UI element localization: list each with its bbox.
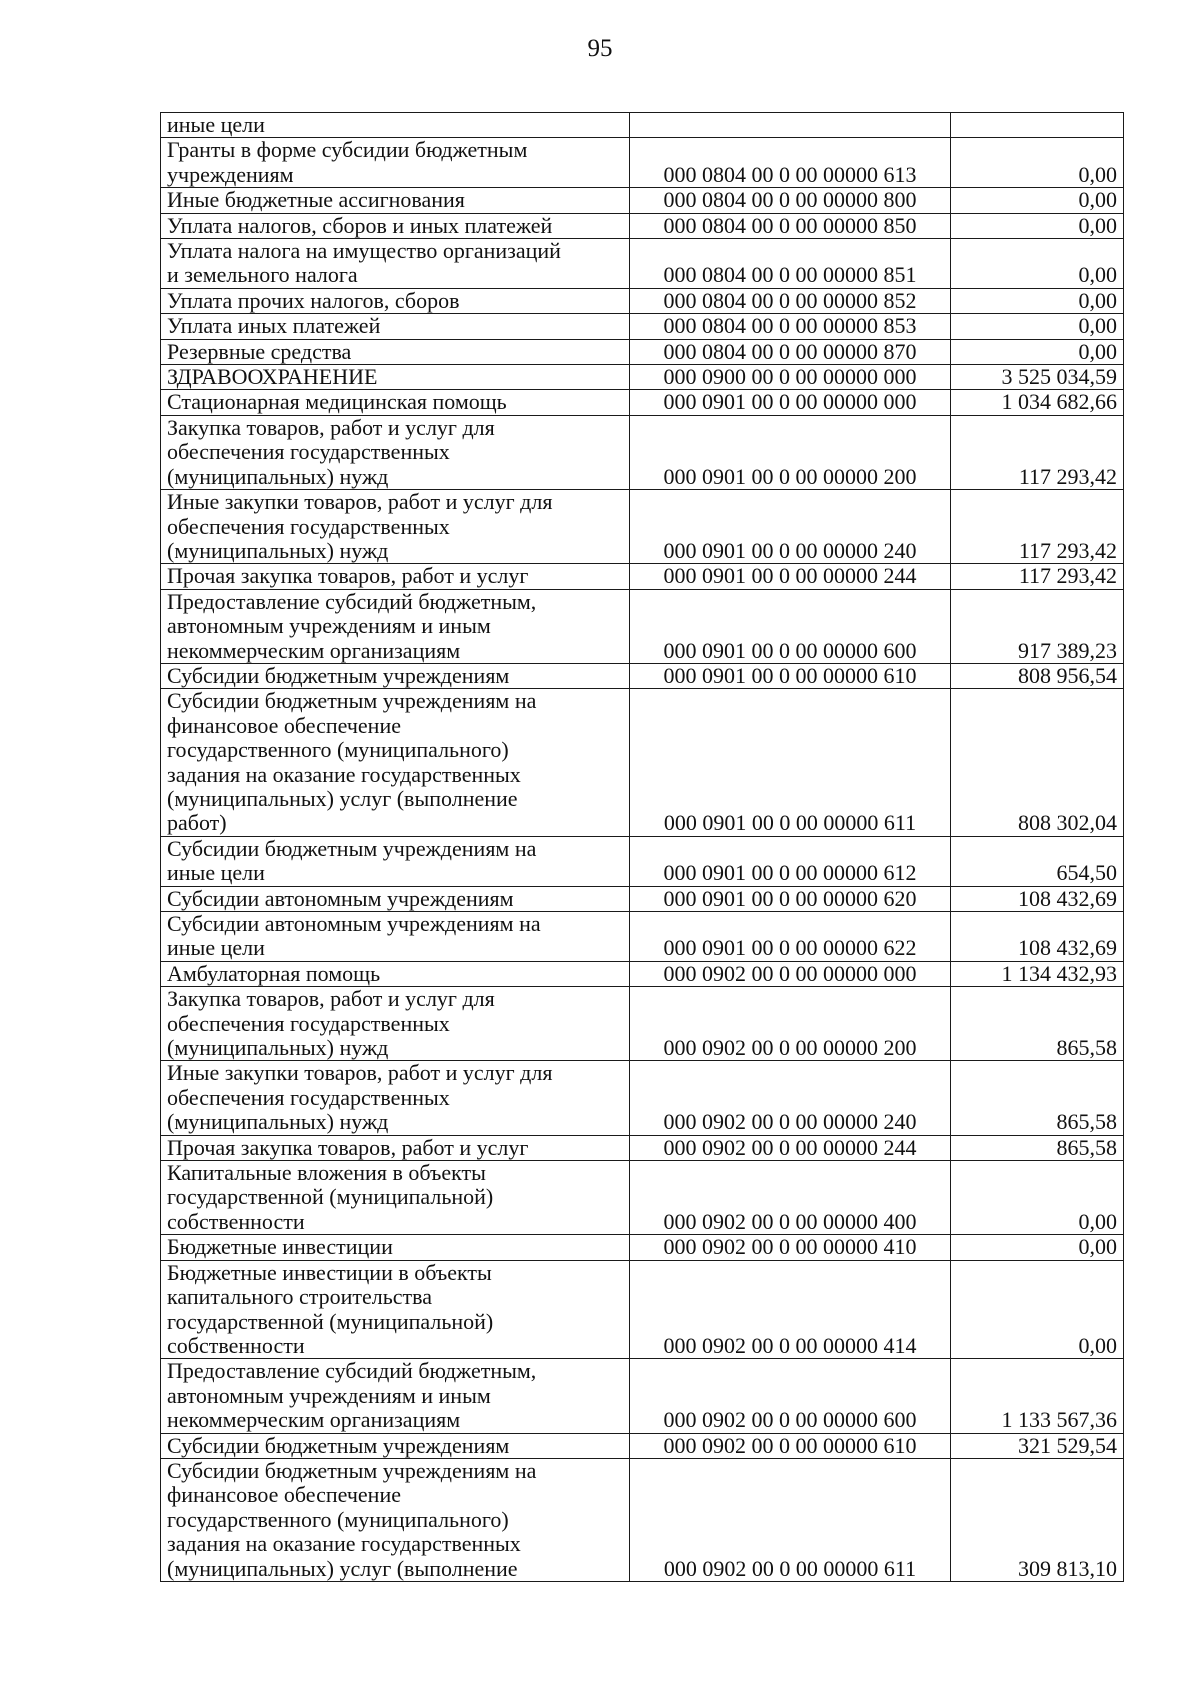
- table-row: [161, 836, 1124, 886]
- row-code-cell: 000 0902 00 0 00 00000 200: [630, 987, 951, 1061]
- row-code-cell: 000 0901 00 0 00 00000 000: [630, 390, 951, 415]
- row-name-cell: Субсидии бюджетным учреждениям на иные цели: [161, 836, 630, 886]
- table-row: [161, 188, 1124, 213]
- row-name-cell: иные цели: [161, 113, 630, 138]
- row-name-cell: ЗДРАВООХРАНЕНИЕ: [161, 365, 630, 390]
- row-code-cell: 000 0901 00 0 00 00000 622: [630, 912, 951, 962]
- row-name-cell: Закупка товаров, работ и услуг для обеспечения государственных (муниципальных) нужд: [161, 987, 630, 1061]
- table-row: [161, 1359, 1124, 1433]
- row-code-cell: 000 0902 00 0 00 00000 000: [630, 961, 951, 986]
- row-amount-cell: 0,00: [951, 138, 1124, 188]
- row-amount-cell: 0,00: [951, 213, 1124, 238]
- row-code-cell: 000 0902 00 0 00 00000 610: [630, 1433, 951, 1458]
- row-amount-cell: 309 813,10: [951, 1458, 1124, 1581]
- row-name-cell: Субсидии бюджетным учреждениям на финансовое обеспечение государственного (муниципального) задания на оказание государственных (муниципальных) услуг (выполнение: [161, 1458, 630, 1581]
- row-code-cell: 000 0902 00 0 00 00000 244: [630, 1135, 951, 1160]
- row-code-cell: 000 0901 00 0 00 00000 620: [630, 886, 951, 911]
- row-name-cell: Уплата налога на имущество организаций и земельного налога: [161, 239, 630, 289]
- row-code-cell: 000 0901 00 0 00 00000 610: [630, 663, 951, 688]
- table-row: [161, 1235, 1124, 1260]
- table-row: [161, 1260, 1124, 1359]
- row-amount-cell: 0,00: [951, 239, 1124, 289]
- row-amount-cell: 117 293,42: [951, 490, 1124, 564]
- row-code-cell: 000 0804 00 0 00 00000 852: [630, 288, 951, 313]
- row-name-cell: Амбулаторная помощь: [161, 961, 630, 986]
- table-row: [161, 365, 1124, 390]
- row-name-cell: Иные бюджетные ассигнования: [161, 188, 630, 213]
- row-amount-cell: 117 293,42: [951, 415, 1124, 489]
- table-row: [161, 1061, 1124, 1135]
- row-code-cell: 000 0901 00 0 00 00000 600: [630, 589, 951, 663]
- row-code-cell: 000 0902 00 0 00 00000 410: [630, 1235, 951, 1260]
- table-row: [161, 564, 1124, 589]
- table-row: [161, 663, 1124, 688]
- row-name-cell: Гранты в форме субсидии бюджетным учреждениям: [161, 138, 630, 188]
- budget-table-body: [161, 113, 1124, 1582]
- table-row: [161, 987, 1124, 1061]
- row-code-cell: 000 0901 00 0 00 00000 200: [630, 415, 951, 489]
- table-row: [161, 415, 1124, 489]
- row-name-cell: Прочая закупка товаров, работ и услуг: [161, 1135, 630, 1160]
- row-amount-cell: [951, 113, 1124, 138]
- table-row: [161, 1135, 1124, 1160]
- row-name-cell: Резервные средства: [161, 339, 630, 364]
- table-row: [161, 1433, 1124, 1458]
- budget-table: [160, 112, 1124, 1582]
- row-code-cell: [630, 113, 951, 138]
- row-name-cell: Уплата иных платежей: [161, 314, 630, 339]
- row-code-cell: 000 0901 00 0 00 00000 611: [630, 689, 951, 836]
- row-amount-cell: 0,00: [951, 1161, 1124, 1235]
- row-amount-cell: 108 432,69: [951, 886, 1124, 911]
- row-code-cell: 000 0900 00 0 00 00000 000: [630, 365, 951, 390]
- table-row: [161, 1458, 1124, 1581]
- row-amount-cell: 917 389,23: [951, 589, 1124, 663]
- row-name-cell: Капитальные вложения в объекты государственной (муниципальной) собственности: [161, 1161, 630, 1235]
- row-code-cell: 000 0902 00 0 00 00000 240: [630, 1061, 951, 1135]
- table-row: [161, 138, 1124, 188]
- row-name-cell: Иные закупки товаров, работ и услуг для обеспечения государственных (муниципальных) нужд: [161, 490, 630, 564]
- row-code-cell: 000 0804 00 0 00 00000 851: [630, 239, 951, 289]
- row-name-cell: Субсидии бюджетным учреждениям на финансовое обеспечение государственного (муниципального) задания на оказание государственных (муниципальных) услуг (выполнение работ): [161, 689, 630, 836]
- table-row: [161, 961, 1124, 986]
- page-number: 95: [587, 35, 613, 62]
- row-amount-cell: 0,00: [951, 188, 1124, 213]
- row-amount-cell: 117 293,42: [951, 564, 1124, 589]
- row-name-cell: Иные закупки товаров, работ и услуг для обеспечения государственных (муниципальных) нужд: [161, 1061, 630, 1135]
- row-code-cell: 000 0901 00 0 00 00000 244: [630, 564, 951, 589]
- table-row: [161, 113, 1124, 138]
- row-amount-cell: 808 956,54: [951, 663, 1124, 688]
- row-amount-cell: 865,58: [951, 1135, 1124, 1160]
- row-amount-cell: 1 134 432,93: [951, 961, 1124, 986]
- row-name-cell: Субсидии автономным учреждениям: [161, 886, 630, 911]
- row-code-cell: 000 0902 00 0 00 00000 600: [630, 1359, 951, 1433]
- row-amount-cell: 808 302,04: [951, 689, 1124, 836]
- row-name-cell: Предоставление субсидий бюджетным, автономным учреждениям и иным некоммерческим организациям: [161, 1359, 630, 1433]
- row-amount-cell: 0,00: [951, 288, 1124, 313]
- table-row: [161, 589, 1124, 663]
- row-code-cell: 000 0902 00 0 00 00000 400: [630, 1161, 951, 1235]
- table-row: [161, 1161, 1124, 1235]
- row-code-cell: 000 0902 00 0 00 00000 611: [630, 1458, 951, 1581]
- table-row: [161, 288, 1124, 313]
- row-name-cell: Субсидии бюджетным учреждениям: [161, 1433, 630, 1458]
- row-code-cell: 000 0804 00 0 00 00000 800: [630, 188, 951, 213]
- row-code-cell: 000 0901 00 0 00 00000 612: [630, 836, 951, 886]
- row-amount-cell: 3 525 034,59: [951, 365, 1124, 390]
- row-amount-cell: 0,00: [951, 1260, 1124, 1359]
- row-code-cell: 000 0901 00 0 00 00000 240: [630, 490, 951, 564]
- row-name-cell: Уплата налогов, сборов и иных платежей: [161, 213, 630, 238]
- row-amount-cell: 865,58: [951, 1061, 1124, 1135]
- row-name-cell: Стационарная медицинская помощь: [161, 390, 630, 415]
- row-name-cell: Закупка товаров, работ и услуг для обеспечения государственных (муниципальных) нужд: [161, 415, 630, 489]
- row-amount-cell: 321 529,54: [951, 1433, 1124, 1458]
- row-code-cell: 000 0804 00 0 00 00000 870: [630, 339, 951, 364]
- row-name-cell: Предоставление субсидий бюджетным, автономным учреждениям и иным некоммерческим организациям: [161, 589, 630, 663]
- row-code-cell: 000 0804 00 0 00 00000 613: [630, 138, 951, 188]
- table-row: [161, 689, 1124, 836]
- row-name-cell: Уплата прочих налогов, сборов: [161, 288, 630, 313]
- table-row: [161, 239, 1124, 289]
- table-row: [161, 912, 1124, 962]
- table-row: [161, 339, 1124, 364]
- row-name-cell: Прочая закупка товаров, работ и услуг: [161, 564, 630, 589]
- row-amount-cell: 654,50: [951, 836, 1124, 886]
- row-code-cell: 000 0804 00 0 00 00000 853: [630, 314, 951, 339]
- row-amount-cell: 0,00: [951, 339, 1124, 364]
- row-amount-cell: 108 432,69: [951, 912, 1124, 962]
- table-row: [161, 213, 1124, 238]
- row-name-cell: Субсидии бюджетным учреждениям: [161, 663, 630, 688]
- row-name-cell: Бюджетные инвестиции: [161, 1235, 630, 1260]
- row-amount-cell: 1 133 567,36: [951, 1359, 1124, 1433]
- table-row: [161, 314, 1124, 339]
- row-code-cell: 000 0804 00 0 00 00000 850: [630, 213, 951, 238]
- row-code-cell: 000 0902 00 0 00 00000 414: [630, 1260, 951, 1359]
- row-amount-cell: 0,00: [951, 314, 1124, 339]
- row-amount-cell: 1 034 682,66: [951, 390, 1124, 415]
- row-amount-cell: 0,00: [951, 1235, 1124, 1260]
- row-name-cell: Субсидии автономным учреждениям на иные цели: [161, 912, 630, 962]
- row-amount-cell: 865,58: [951, 987, 1124, 1061]
- table-row: [161, 490, 1124, 564]
- table-row: [161, 886, 1124, 911]
- table-row: [161, 390, 1124, 415]
- row-name-cell: Бюджетные инвестиции в объекты капитального строительства государственной (муниципальной) собственности: [161, 1260, 630, 1359]
